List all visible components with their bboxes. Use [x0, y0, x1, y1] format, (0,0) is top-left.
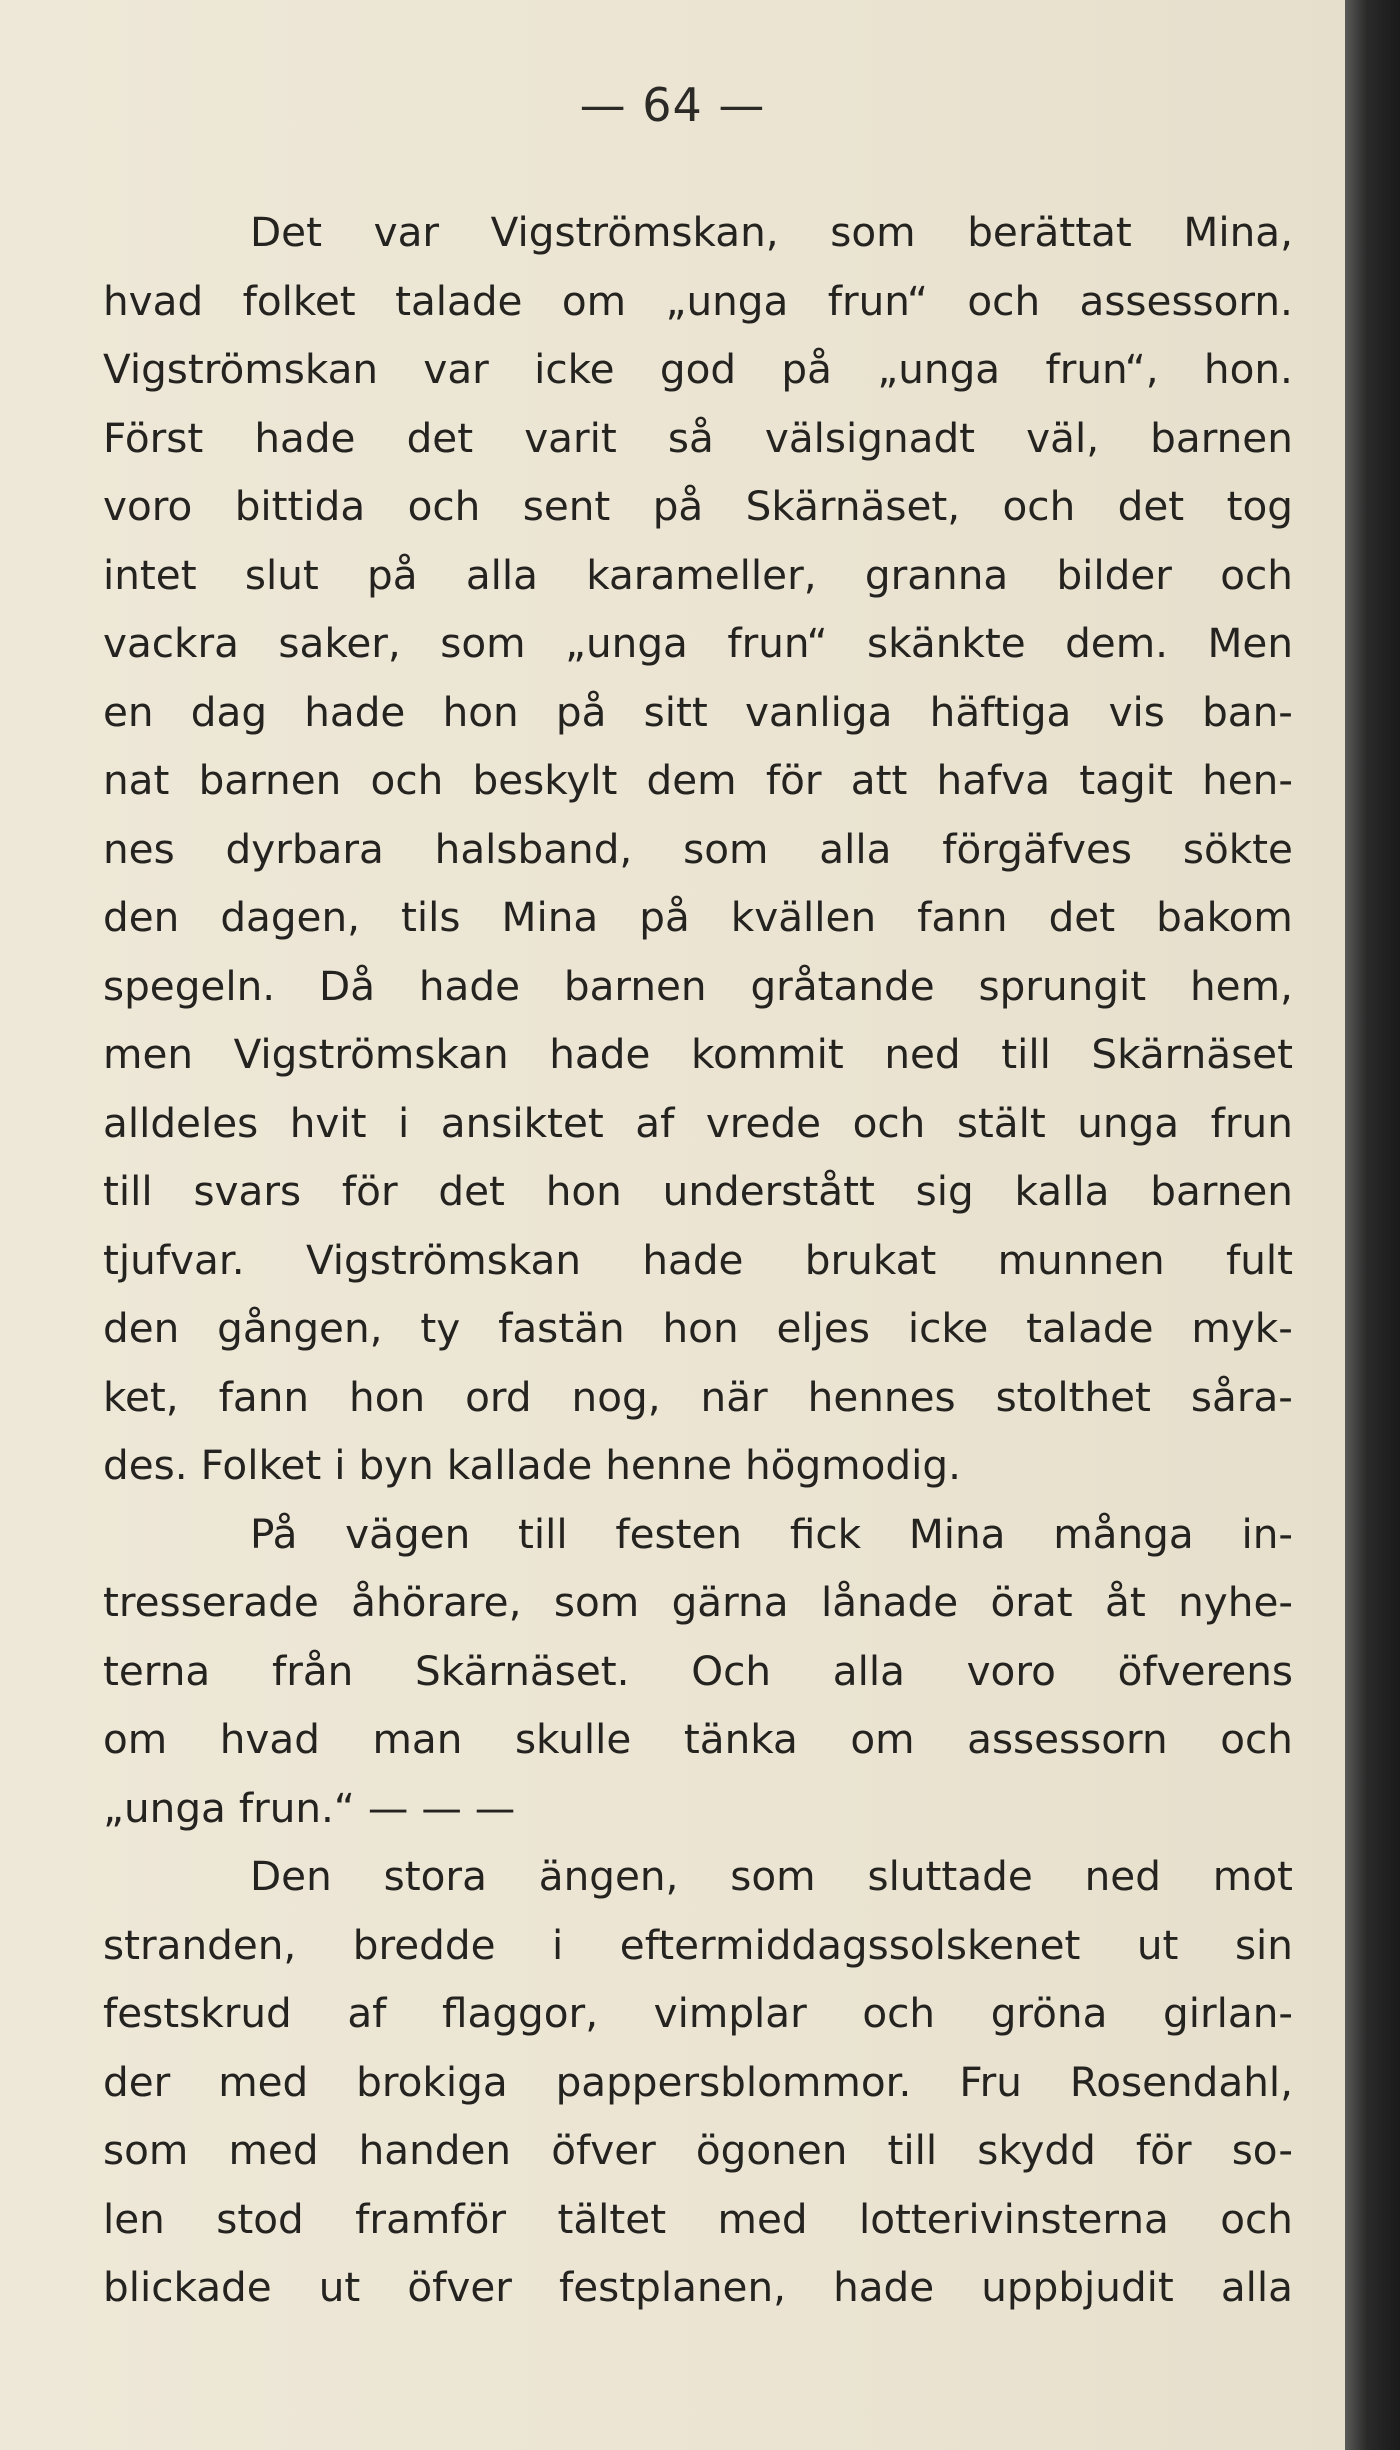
text-line: len stod framför tältet med lotterivinsterna och [103, 2194, 1293, 2243]
text-line: hvad folket talade om „unga frun“ och assessorn. [103, 276, 1293, 325]
text-line: Vigströmskan var icke god på „unga frun“, hon. [103, 345, 1293, 393]
text-line: „unga frun.“ — — — [103, 1783, 516, 1832]
text-line: till svars för det hon understått sig kalla barnen [103, 1167, 1293, 1215]
page-edge-shadow [1345, 0, 1400, 2450]
text-line: vackra saker, som „unga frun“ skänkte dem. Men [103, 619, 1293, 667]
text-line: tresserade åhörare, som gärna lånade örat åt nyhe- [103, 1578, 1293, 1626]
text-line: stranden, bredde i eftermiddagssolskenet ut sin [103, 1920, 1293, 1969]
text-line: Det var Vigströmskan, som berättat Mina, [250, 208, 1293, 256]
text-line: intet slut på alla karameller, granna bilder och [103, 550, 1293, 599]
text-line: festskrud af flaggor, vimplar och gröna girlan- [103, 1989, 1293, 2037]
text-line: des. Folket i byn kallade henne högmodig. [103, 1441, 961, 1489]
text-line: nes dyrbara halsband, som alla förgäfves sökte [103, 824, 1293, 873]
text-line: den dagen, tils Mina på kvällen fann det bakom [103, 893, 1293, 941]
text-line: terna från Skärnäset. Och alla voro öfverens [103, 1646, 1293, 1695]
text-line: alldeles hvit i ansiktet af vrede och stält unga frun [103, 1098, 1293, 1147]
text-line: en dag hade hon på sitt vanliga häftiga vis ban- [103, 687, 1293, 736]
text-line: om hvad man skulle tänka om assessorn och [103, 1715, 1293, 1763]
text-line: Först hade det varit så välsignadt väl, barnen [103, 413, 1293, 462]
text-line: den gången, ty fastän hon eljes icke talade myk- [103, 1304, 1293, 1352]
text-line: der med brokiga pappersblommor. Fru Rosendahl, [103, 2057, 1293, 2106]
page-number: — 64 — [579, 78, 766, 132]
text-line: spegeln. Då hade barnen gråtande sprungit hem, [103, 961, 1293, 1010]
text-line: voro bittida och sent på Skärnäset, och det tog [103, 482, 1293, 530]
text-line: blickade ut öfver festplanen, hade uppbjudit alla [103, 2263, 1293, 2311]
text-line: tjufvar. Vigströmskan hade brukat munnen fult [103, 1235, 1293, 1284]
text-line: ket, fann hon ord nog, när hennes stolthet såra- [103, 1372, 1293, 1421]
body-text [103, 198, 1293, 2322]
text-line: nat barnen och beskylt dem för att hafva tagit hen- [103, 756, 1293, 804]
text-line: På vägen till festen fick Mina många in- [250, 1509, 1293, 1558]
text-line: Den stora ängen, som sluttade ned mot [250, 1852, 1293, 1900]
text-line: men Vigströmskan hade kommit ned till Skärnäset [103, 1030, 1293, 1078]
text-line: som med handen öfver ögonen till skydd för so- [103, 2126, 1293, 2174]
